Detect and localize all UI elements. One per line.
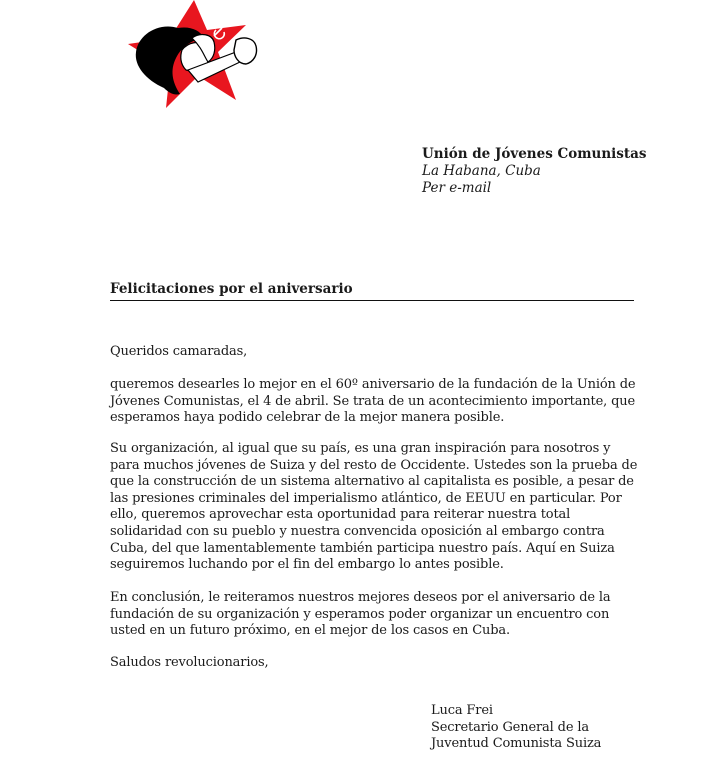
letter-greeting: Queridos camaradas,	[110, 344, 248, 359]
signature-block	[431, 703, 601, 753]
letter-paragraph-3: En conclusión, le reiteramos nuestros mejores deseos por el aniversario de la fundación de su organización y esperamos poder organizar un encuentro con usted en un futuro próximo, en el mejor de los casos en Cuba.	[110, 590, 611, 639]
recipient-organization: Unión de Jóvenes Comunistas	[422, 146, 647, 162]
letter-subject: Felicitaciones por el aniversario	[110, 281, 634, 301]
signer-organization: Juventud Comunista Suiza	[431, 736, 602, 752]
letter-paragraph-1: queremos desearles lo mejor en el 60º aniversario de la fundación de la Unión de Jóvenes Comunistas, el 4 de abril. Se trata de un acontecimiento importante, que esperamos haya podido celebrar de la mejor manera posible.	[110, 377, 636, 426]
delivery-method: Per e-mail	[422, 180, 492, 196]
recipient-address-block	[422, 146, 646, 197]
recipient-city: La Habana, Cuba	[422, 163, 541, 179]
signer-name: Luca Frei	[431, 703, 493, 718]
signer-title: Secretario General de la	[431, 719, 589, 735]
letter-closing: Saludos revolucionarios,	[110, 655, 269, 670]
star-youth-fist-icon	[108, 0, 268, 112]
letter-paragraph-2: Su organización, al igual que su país, es una gran inspiración para nosotros y para muchos jóvenes de Suiza y del resto de Occidente. Ustedes son la prueba de que la construcción de un sistema alternativo al capitalista es posible, a pesar de las presiones criminales del imperialismo atlántico, de EEUU en particular. Por ello, queremos aprovechar esta oportunidad para reiterar nuestra total solidaridad con su pueblo y nuestra convencida oposición al embargo contra Cuba, del que lamentablemente también participa nuestro país. Aquí en Suiza seguiremos luchando por el fin del embargo lo antes posible.	[110, 441, 638, 573]
organization-logo	[108, 0, 268, 112]
